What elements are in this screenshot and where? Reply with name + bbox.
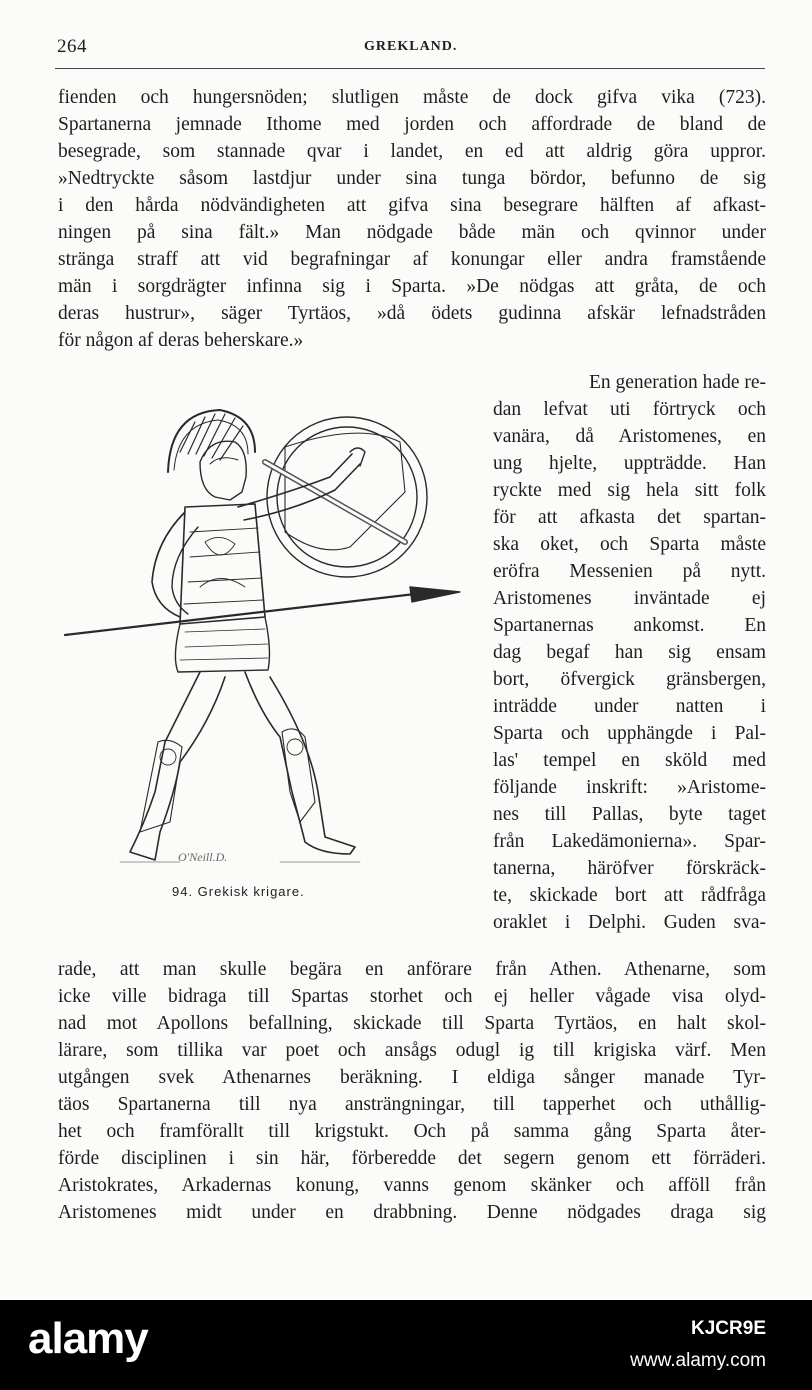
column-line: ska oket, och Sparta måste — [493, 534, 766, 555]
text-line: deras hustrur», säger Tyrtäos, »då ödets gudinna afskär lefnadstråden — [58, 303, 766, 324]
column-line: oraklet i Delphi. Guden sva- — [493, 912, 766, 933]
column-line: Sparta och upphängde i Pal- — [493, 723, 766, 744]
text-line: för någon af deras beherskare.» — [58, 330, 304, 351]
column-line: dan lefvat uti förtryck och — [493, 399, 766, 420]
text-line: Aristokrates, Arkadernas konung, vanns genom skänker och afföll från — [58, 1175, 766, 1196]
column-line: te, skickade bort att rådfråga — [493, 885, 766, 906]
text-line: fienden och hungersnöden; slutligen måste de dock gifva vika (723). — [58, 87, 766, 108]
column-line: dag begaf han sig ensam — [493, 642, 766, 663]
column-line: En generation hade re- — [588, 372, 766, 393]
column-line: för att afkasta det spartan- — [493, 507, 766, 528]
column-line: nes till Pallas, byte taget — [493, 804, 766, 825]
running-title: GREKLAND. — [364, 39, 458, 54]
text-line: i den hårda nödvändigheten att gifva sina besegrare hälften af afkast- — [58, 195, 766, 216]
text-line: besegrade, som stannade qvar i landet, en ed att aldrig göra uppror. — [58, 141, 766, 162]
column-line: följande inskrift: »Aristome- — [493, 777, 766, 798]
text-line: het och framförallt till krigstukt. Och på samma gång Sparta åter- — [58, 1121, 766, 1142]
column-line: Spartanernas ankomst. En — [493, 615, 766, 636]
text-line: Aristomenes midt under en drabbning. Denne nödgades draga sig — [58, 1202, 766, 1223]
column-line: vanära, då Aristomenes, en — [493, 426, 766, 447]
figure-caption: 94. Grekisk krigare. — [172, 884, 305, 899]
column-line: tanerna, häröfver förskräck- — [493, 858, 766, 879]
text-line: täos Spartanerna till nya ansträngningar, till tapperhet och uthållig- — [58, 1094, 766, 1115]
column-line: bort, öfvergick gränsbergen, — [493, 669, 766, 690]
page-number: 264 — [57, 36, 87, 57]
watermark-brand-logo: alamy — [28, 1314, 148, 1363]
column-line: las' tempel en sköld med — [493, 750, 766, 771]
text-line: nad mot Apollons befallning, skickade till Sparta Tyrtäos, en halt skol- — [58, 1013, 766, 1034]
column-line: Aristomenes inväntade ej — [493, 588, 766, 609]
text-line: rade, att man skulle begära en anförare från Athen. Athenarne, som — [58, 959, 766, 980]
text-line: icke ville bidraga till Spartas storhet och ej heller vågade visa olyd- — [58, 986, 766, 1007]
text-line: lärare, som tillika var poet och ansågs odugl ig till krigiska värf. Men — [58, 1040, 766, 1061]
text-line: ningen på sina fält.» Man nödgade både män och qvinnor under — [58, 222, 766, 243]
text-line: stränga straff att vid begrafningar af konungar eller andra framstående — [58, 249, 766, 270]
text-line: Spartanerna jemnade Ithome med jorden och affordrade de bland de — [58, 114, 766, 135]
shield-rim — [267, 417, 427, 577]
column-line: eröfra Messenien på nytt. — [493, 561, 766, 582]
shield-inner-rim — [277, 427, 417, 567]
column-line: inträdde under natten i — [493, 696, 766, 717]
watermark-url: www.alamy.com — [630, 1350, 766, 1371]
watermark-image-id: KJCR9E — [691, 1318, 766, 1339]
text-line: män i sorgdrägter infinna sig i Sparta. »De nödgas att gråta, de och — [58, 276, 766, 297]
column-line: ung hjelte, uppträdde. Han — [493, 453, 766, 474]
column-line: ryckte med sig hela sitt folk — [493, 480, 766, 501]
column-line: från Lakedämonierna». Spar- — [493, 831, 766, 852]
text-line: utgången svek Athenarnes beräkning. I eldiga sånger manade Tyr- — [58, 1067, 766, 1088]
header-rule — [55, 68, 765, 69]
greek-warrior-illustration — [60, 392, 480, 877]
text-line: förde disciplinen i sin här, förberedde det segern genom ett förräderi. — [58, 1148, 766, 1169]
text-line: »Nedtryckte såsom lastdjur under sina tunga bördor, befunno de sig — [58, 168, 766, 189]
illustration-signature: O'Neill.D. — [178, 850, 228, 864]
